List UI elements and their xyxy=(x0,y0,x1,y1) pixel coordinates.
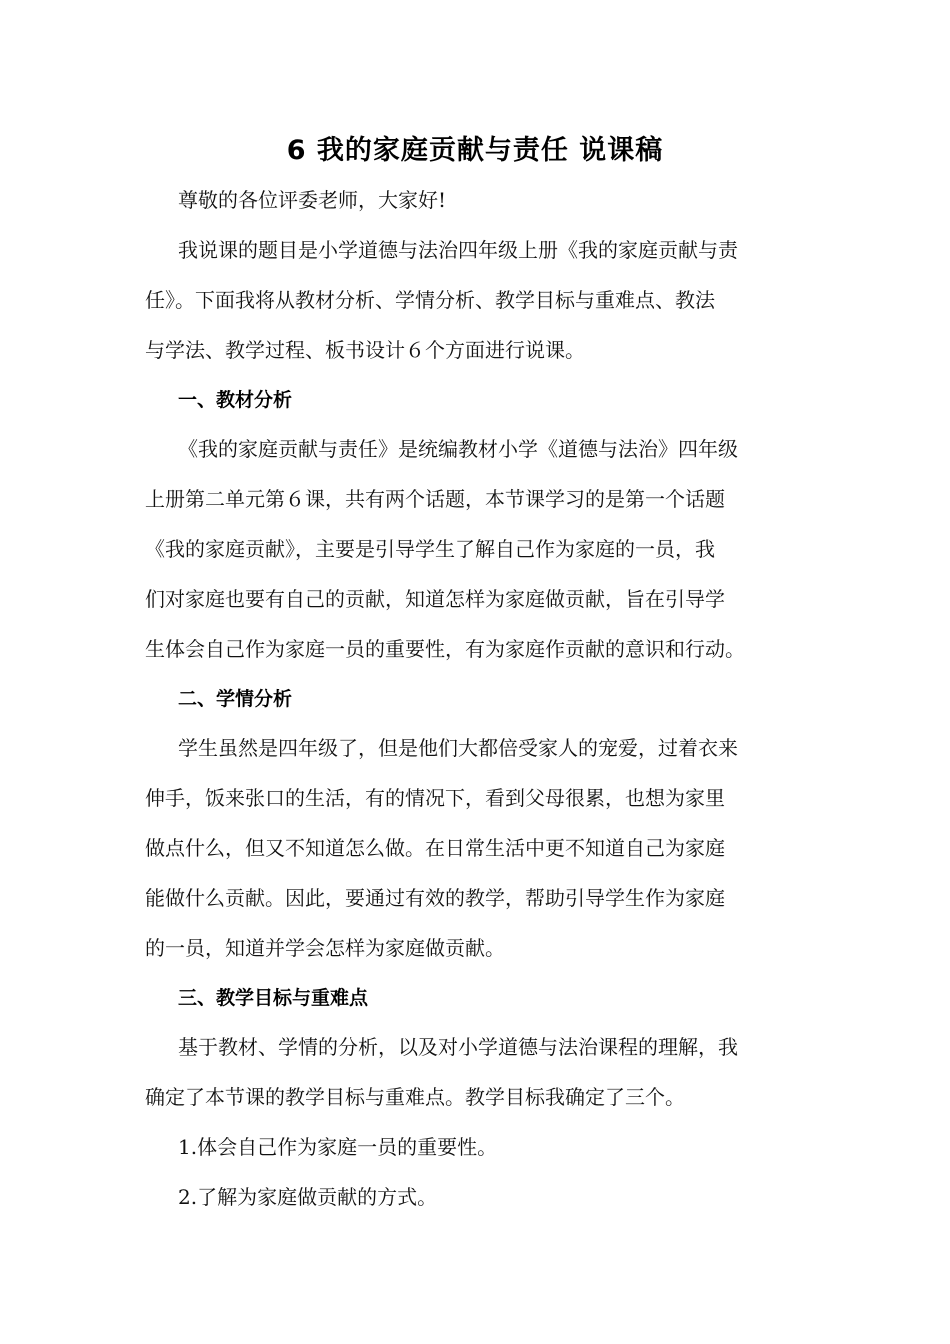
paragraph-line: 学生虽然是四年级了，但是他们大都倍受家人的宠爱，过着衣来 xyxy=(178,736,738,760)
section-heading: 三、教学目标与重难点 xyxy=(178,987,369,1009)
goal-item: 1.体会自己作为家庭一员的重要性。 xyxy=(178,1135,498,1159)
paragraph-line: 上册第二单元第６课，共有两个话题，本节课学习的是第一个话题 xyxy=(145,487,725,511)
paragraph-line: 基于教材、学情的分析，以及对小学道德与法治课程的理解，我 xyxy=(178,1035,738,1059)
paragraph-line: 生体会自己作为家庭一员的重要性，有为家庭作贡献的意识和行动。 xyxy=(145,637,745,661)
paragraph-line: 能做什么贡献。因此，要通过有效的教学，帮助引导学生作为家庭 xyxy=(145,886,725,910)
page-title: 6 我的家庭贡献与责任 说课稿 xyxy=(286,135,664,166)
greeting: 尊敬的各位评委老师，大家好! xyxy=(178,188,447,212)
paragraph-line: 确定了本节课的教学目标与重难点。教学目标我确定了三个。 xyxy=(145,1085,685,1109)
paragraph-line: 《我的家庭贡献与责任》是统编教材小学《道德与法治》四年级 xyxy=(178,437,738,461)
paragraph-line: 伸手，饭来张口的生活，有的情况下，看到父母很累，也想为家里 xyxy=(145,786,725,810)
paragraph-line: 《我的家庭贡献》，主要是引导学生了解自己作为家庭的一员，我 xyxy=(145,537,715,561)
goal-item: 2.了解为家庭做贡献的方式。 xyxy=(178,1185,438,1209)
section-heading: 一、教材分析 xyxy=(178,389,293,411)
intro-line: 任》。下面我将从教材分析、学情分析、教学目标与重难点、教法 xyxy=(145,288,715,312)
paragraph-line: 的一员，知道并学会怎样为家庭做贡献。 xyxy=(145,936,505,960)
paragraph-line: 们对家庭也要有自己的贡献，知道怎样为家庭做贡献，旨在引导学 xyxy=(145,587,725,611)
intro-line: 我说课的题目是小学道德与法治四年级上册《我的家庭贡献与责 xyxy=(178,238,738,262)
paragraph-line: 做点什么，但又不知道怎么做。在日常生活中更不知道自己为家庭 xyxy=(145,836,725,860)
intro-line: 与学法、教学过程、板书设计６个方面进行说课。 xyxy=(145,338,585,362)
section-heading: 二、学情分析 xyxy=(178,688,293,710)
